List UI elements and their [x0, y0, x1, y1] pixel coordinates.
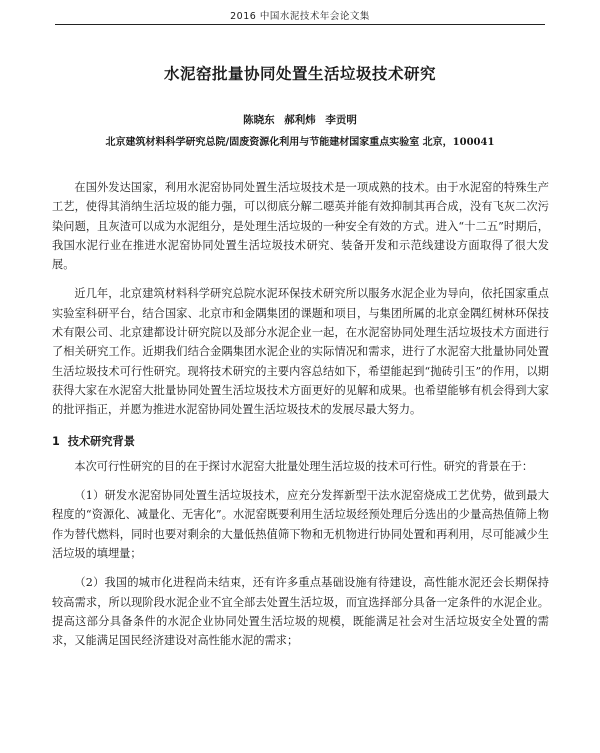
list-item: （1）研发水泥窑协同处置生活垃圾技术，应充分发挥新型干法水泥窑烧成工艺优势，做到最大程度的“资源化、减量化、无害化”。水泥窑既要利用生活垃圾经预处理后分选出的少量高热值筛上物作为替代燃料，同时也要对剩余的大量低热值筛下物和无机物进行协同处置和再利用，尽可能减少生活垃圾的填埋量； [52, 489, 549, 561]
paragraph: 在国外发达国家，利用水泥窑协同处置生活垃圾技术是一项成熟的技术。由于水泥窑的特殊生产工艺，使得其消纳生活垃圾的能力强，可以彻底分解二噁英并能有效抑制其再合成，没有飞灰二次污染问题，且灰渣可以成为水泥组分，是处理生活垃圾的一种安全有效的方式。进入“十二五”时期后，我国水泥行业在推进水泥窑协同处置生活垃圾技术研究、装备开发和示范线建设方面取得了很大发展。 [52, 181, 549, 272]
author-name: 李贡明 [325, 114, 357, 126]
header-rule [55, 24, 545, 25]
paragraph: 本次可行性研究的目的在于探讨水泥窑大批量处理生活垃圾的技术可行性。研究的背景在于： [74, 459, 534, 473]
author-list [0, 112, 600, 127]
paper-title: 水泥窑批量协同处置生活垃圾技术研究 [163, 65, 436, 83]
section-heading [52, 432, 549, 451]
section-title: 技术研究背景 [67, 434, 135, 448]
section-number: 1 [52, 434, 60, 448]
author-name: 陈晓东 [243, 114, 275, 126]
list-item: （2）我国的城市化进程尚未结束，还有许多重点基础设施有待建设，高性能水泥还会长期保持较高需求，所以现阶段水泥企业不宜全部去处置生活垃圾，而宜选择部分具备一定条件的水泥企业。提高这部分具备条件的水泥企业协同处置生活垃圾的规模，既能满足社会对生活垃圾安全处置的需求，又能满足国民经济建设对高性能水泥的需求； [52, 576, 549, 648]
body-text [52, 178, 549, 651]
paragraph: 近几年，北京建筑材料科学研究总院水泥环保技术研究所以服务水泥企业为导向，依托国家重点实验室科研平台，结合国家、北京市和金隅集团的课题和项目，与集团所属的北京金隅红树林环保技术有限公司、北京建都设计研究院以及部分水泥企业一起，在水泥窑协同处理生活垃圾技术方面进行了相关研究工作。近期我们结合金隅集团水泥企业的实际情况和需求，进行了水泥窑大批量协同处置生活垃圾技术可行性研究。现将技术研究的主要内容总结如下，希望能起到“抛砖引玉”的作用，以期获得大家在水泥窑大批量协同处置生活垃圾技术方面更好的见解和成果。也希望能够有机会得到大家的批评指正，并愿为推进水泥窑协同处置生活垃圾技术的发展尽最大努力。 [52, 287, 549, 417]
affiliation: 北京建筑材料科学研究总院/固废资源化利用与节能建材国家重点实验室 北京，100041 [105, 137, 495, 148]
author-name: 郝利炜 [284, 114, 316, 126]
running-head: 2016 中国水泥技术年会论文集 [230, 11, 370, 22]
